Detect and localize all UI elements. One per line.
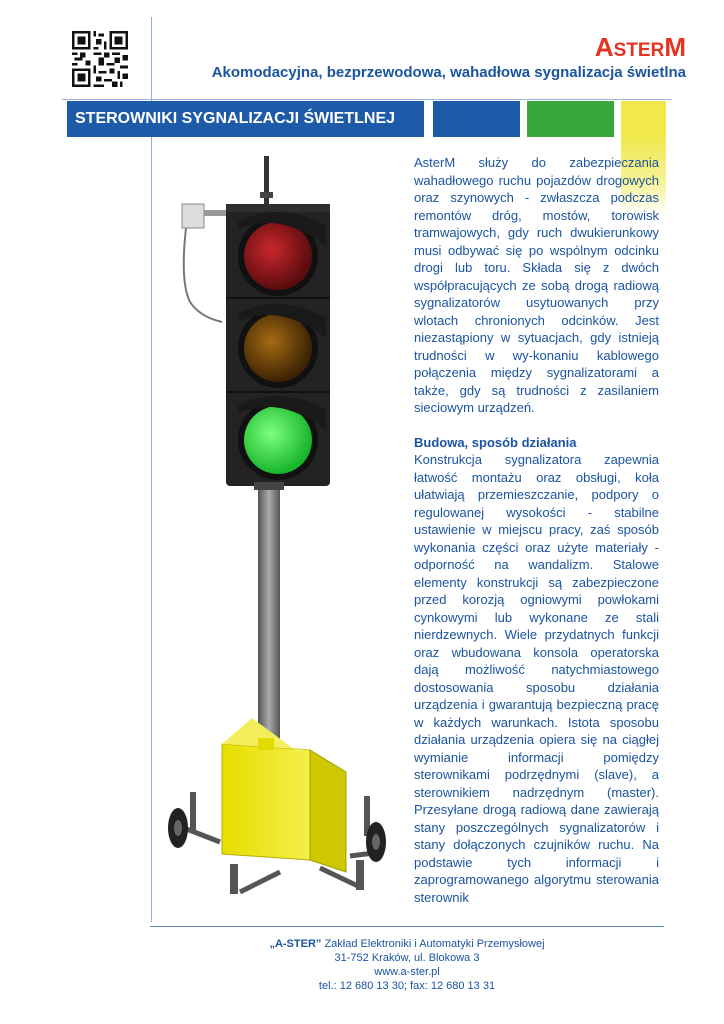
footer-website-link[interactable]: www.a-ster.pl	[374, 966, 440, 978]
section-paragraph: Konstrukcja sygnalizatora zapewnia łatwość montażu oraz obsługi, koła ułatwiają przemieszczanie, podpory o regulowanej wysokości - stabilne ustawienie w miejscu pracy, zaś sposób wykonania części oraz użyte materiały - odporność na wandalizm. Stalowe elementy konstrukcji są zabezpieczone przed korozją ogniowymi powłokami cynkowymi lub wykonane ze stali nierdzewnych. Wiele przydatnych funkcji oraz wbudowana konsola operatorska dają możliwość natychmiastowego dostosowania sposobu działania urządzenia i gwarantują bezpieczną pracę w każdych warunkach. Istota sposobu działania urządzenia opiera się na ciągłej wymianie informacji pomiędzy sterownikami podrzędnymi (slave), a sterownikiem nadrzędnym (master). Przesyłane drogą radiową dane zawierają stany poszczególnych sygnalizatorów i stany dołączonych czujników ruchu. Na podstawie tych informacji i zaprogramowanego algorytmu sterowania sterownik	[414, 452, 659, 905]
section-heading: Budowa, sposób działania	[414, 434, 577, 450]
header-divider	[62, 99, 672, 100]
footer-divider	[150, 926, 664, 927]
qr-code	[72, 31, 128, 87]
section-banner: STEROWNIKI SYGNALIZACJI ŚWIETLNEJ	[67, 101, 424, 137]
footer-company: „A-STER” Zakład Elektroniki i Automatyki Przemysłowej	[269, 938, 545, 950]
footer-contact: tel.: 12 680 13 30; fax: 12 680 13 31	[318, 980, 496, 992]
traffic-light-illustration	[160, 152, 400, 897]
footer-address: 31-752 Kraków, ul. Blokowa 3	[334, 952, 480, 964]
vertical-rule	[151, 17, 152, 922]
yellow-color-block	[621, 101, 666, 137]
footer	[150, 937, 664, 993]
intro-paragraph: AsterM służy do zabezpieczania wahadłowego ruchu pojazdów drogowych oraz szynowych - zwłaszcza podczas remontów dróg, mostów, torowisk tramwajowych, gdy ruch dwukierunkowy musi odbywać się po wspólnym odcinku drogi lub toru. Składa się z dwóch współpracujących ze sobą drogą radiową sygnalizatorów usytuowanych przy wlotach chronionych odcinków. Jest niezastąpiony w sytuacjach, gdy istnieją trudności w wy-konaniu kablowego połączenia między sygnalizatorami a także, gdy są trudności z zasilaniem sieciowym urządzeń.	[414, 155, 659, 415]
page-subtitle: Akomodacyjna, bezprzewodowa, wahadłowa sygnalizacja świetlna	[211, 64, 686, 81]
brand-logo: ASTERM	[594, 32, 686, 62]
green-color-block	[527, 101, 614, 137]
description-column	[414, 154, 659, 906]
blue-color-block	[433, 101, 520, 137]
